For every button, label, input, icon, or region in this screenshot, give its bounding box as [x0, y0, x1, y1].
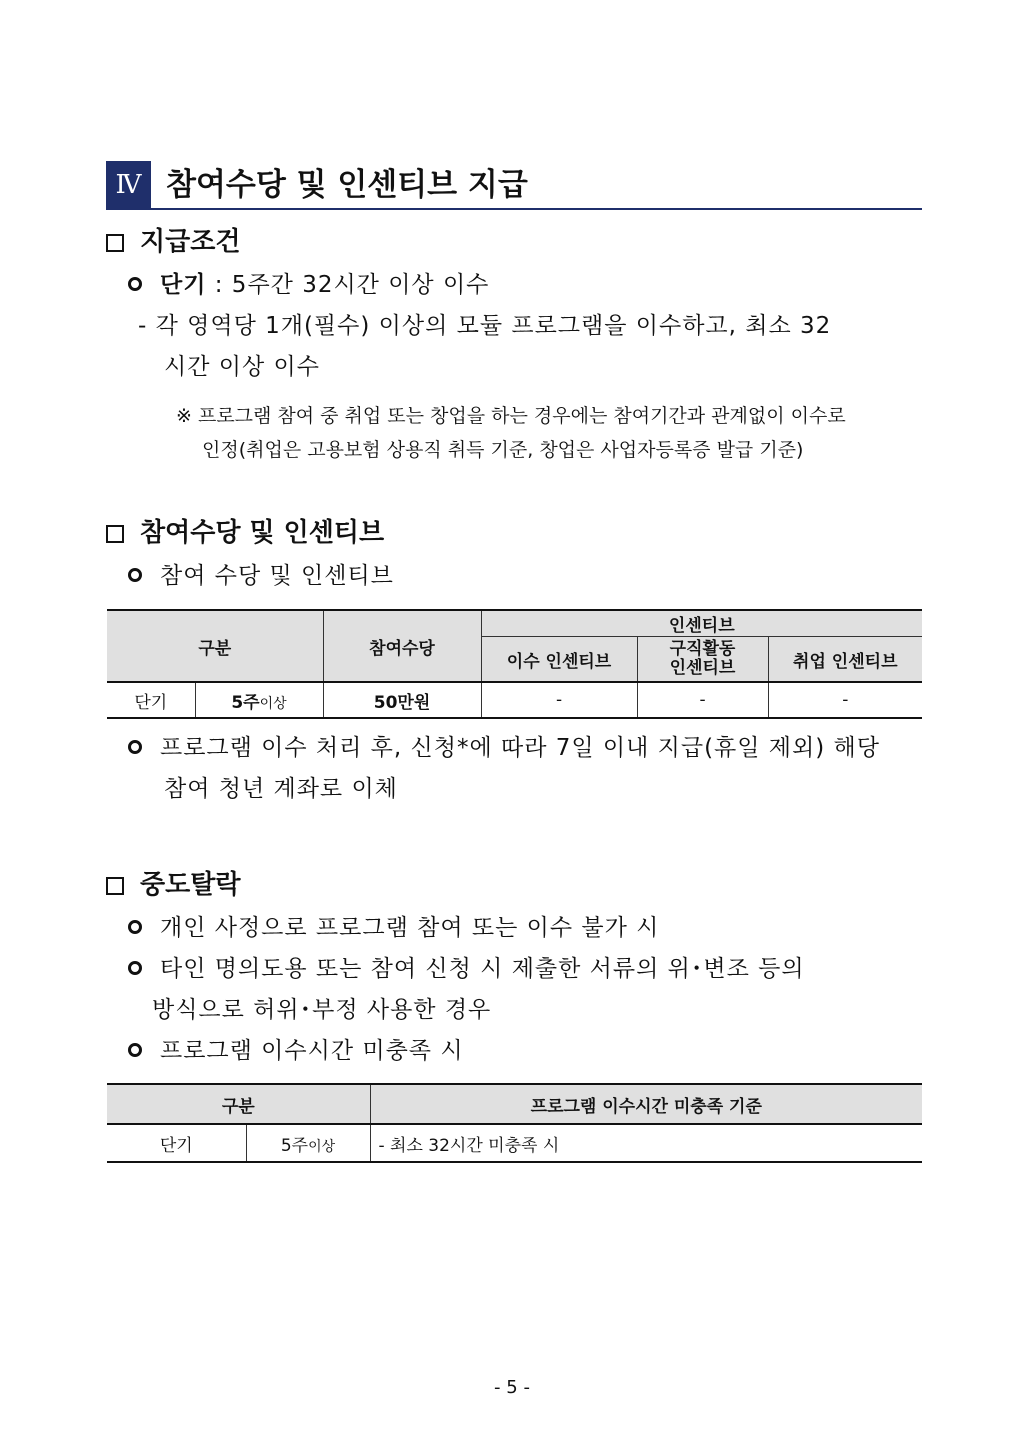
- page-number: - 5 -: [494, 1377, 530, 1398]
- bullet-text: 참여 수당 및 인센티브: [160, 563, 394, 589]
- section-heading-allowance-incentive: [106, 515, 384, 551]
- section-heading-dropout: [106, 867, 240, 903]
- cell-allowance: 50만원: [323, 682, 481, 718]
- bullet-identity-theft-line2: 방식으로 허위･부정 사용한 경우: [152, 997, 492, 1023]
- dropout-criteria-table: [107, 1083, 922, 1163]
- dash-item-line1: - 각 영역당 1개(필수) 이상의 모듈 프로그램을 이수하고, 최소 32: [138, 313, 832, 339]
- cell-type: 단기: [107, 1124, 246, 1162]
- bullet-identity-theft: [128, 952, 805, 986]
- header-category: 구분: [107, 610, 323, 682]
- bullet-text-line1: 프로그램 이수 처리 후, 신청*에 따라 7일 이내 지급(휴일 제외) 해당: [160, 735, 880, 761]
- circle-bullet-icon: [128, 568, 142, 582]
- header-jobsearch-incentive: [637, 637, 768, 683]
- period-suffix: 이상: [259, 695, 287, 712]
- circle-bullet-icon: [128, 920, 142, 934]
- table-row: [107, 1124, 922, 1162]
- dash-item-line2: 시간 이상 이수: [164, 354, 320, 380]
- chapter-underline: [106, 208, 922, 210]
- cell-jobsearch: -: [637, 682, 768, 718]
- bullet-insufficient-hours: [128, 1034, 464, 1068]
- bullet-text: 개인 사정으로 프로그램 참여 또는 이수 불가 시: [160, 915, 660, 941]
- square-bullet-icon: [106, 877, 124, 895]
- bullet-short-term: [128, 268, 489, 302]
- chapter-number-badge: Ⅳ: [106, 161, 151, 209]
- header-category: 구분: [107, 1084, 370, 1124]
- table-row: [107, 682, 922, 718]
- square-bullet-icon: [106, 525, 124, 543]
- circle-bullet-icon: [128, 961, 142, 975]
- note-line2: 인정(취업은 고용보험 상용직 취득 기준, 창업은 사업자등록증 발급 기준): [202, 439, 804, 461]
- section-title: 지급조건: [140, 227, 241, 257]
- bullet-text-line1: 타인 명의도용 또는 참여 신청 시 제출한 서류의 위･변조 등의: [160, 956, 805, 982]
- bullet-text: : 5주간 32시간 이상 이수: [206, 272, 490, 298]
- cell-period: [246, 1124, 370, 1162]
- header-allowance: 참여수당: [323, 610, 481, 682]
- circle-bullet-icon: [128, 1043, 142, 1057]
- note-line1: ※ 프로그램 참여 중 취업 또는 창업을 하는 경우에는 참여기간과 관계없이 이수로: [176, 405, 846, 427]
- section-title: 중도탈락: [140, 870, 241, 900]
- header-completion-incentive: 이수 인센티브: [481, 637, 637, 683]
- bullet-payment-process-line2: 참여 청년 계좌로 이체: [164, 776, 398, 802]
- section-title: 참여수당 및 인센티브: [140, 518, 385, 548]
- period-suffix: 이상: [308, 1138, 336, 1155]
- circle-bullet-icon: [128, 277, 142, 291]
- cell-employment: -: [768, 682, 922, 718]
- header-criteria: 프로그램 이수시간 미충족 기준: [370, 1084, 922, 1124]
- cell-criteria: - 최소 32시간 미충족 시: [370, 1124, 922, 1162]
- period-number: 5주: [231, 692, 260, 713]
- chapter-title: 참여수당 및 인센티브 지급: [166, 167, 528, 203]
- section-heading-payment-conditions: [106, 224, 240, 260]
- square-bullet-icon: [106, 234, 124, 252]
- bullet-allowance-incentive: [128, 559, 394, 593]
- header-jobsearch-line1: 구직활동: [669, 639, 736, 659]
- allowance-incentive-table: [107, 609, 922, 719]
- header-incentive: 인센티브: [481, 610, 922, 637]
- bullet-personal-reason: [128, 911, 659, 945]
- cell-type: 단기: [107, 682, 195, 718]
- bullet-payment-process: [128, 731, 880, 765]
- header-employment-incentive: 취업 인센티브: [768, 637, 922, 683]
- cell-completion: -: [481, 682, 637, 718]
- bullet-label: 단기: [160, 272, 207, 298]
- circle-bullet-icon: [128, 740, 142, 754]
- header-jobsearch-line2: 인센티브: [669, 658, 736, 678]
- bullet-text: 프로그램 이수시간 미충족 시: [160, 1038, 464, 1064]
- cell-period: [195, 682, 323, 718]
- period-number: 5주: [280, 1135, 309, 1156]
